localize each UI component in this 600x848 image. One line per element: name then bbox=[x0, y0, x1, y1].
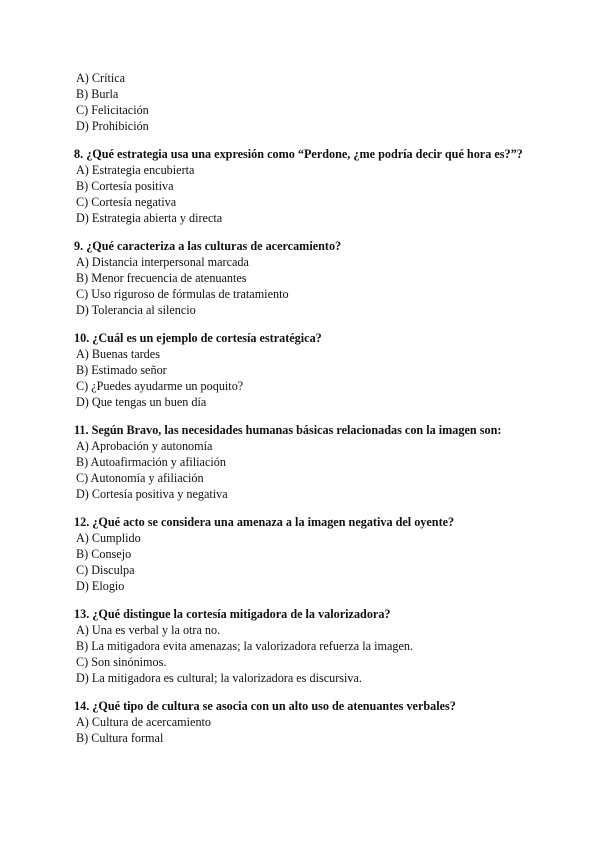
answer-options bbox=[74, 622, 600, 686]
option-b: B) La mitigadora evita amenazas; la valorizadora refuerza la imagen. bbox=[76, 639, 414, 653]
option-d: D) Tolerancia al silencio bbox=[76, 303, 196, 317]
option-b: B) Burla bbox=[76, 87, 119, 101]
option-a: A) Aprobación y autonomía bbox=[76, 439, 213, 453]
question-text: 8. ¿Qué estrategia usa una expresión como “Perdone, ¿me podría decir qué hora es?”? bbox=[74, 147, 523, 161]
question-text: 9. ¿Qué caracteriza a las culturas de acercamiento? bbox=[74, 239, 342, 253]
option-a: A) Cultura de acercamiento bbox=[76, 715, 212, 729]
question-block-10 bbox=[74, 330, 600, 410]
answer-options bbox=[74, 714, 600, 746]
question-block-12 bbox=[74, 514, 600, 594]
option-b: B) Estimado señor bbox=[76, 363, 167, 377]
answer-options bbox=[74, 254, 600, 318]
option-d: D) La mitigadora es cultural; la valorizadora es discursiva. bbox=[76, 671, 362, 685]
option-b: B) Consejo bbox=[76, 547, 132, 561]
option-a: A) Crítica bbox=[76, 71, 126, 85]
answer-options bbox=[74, 346, 600, 410]
option-a: A) Distancia interpersonal marcada bbox=[76, 255, 249, 269]
question-text: 11. Según Bravo, las necesidades humanas básicas relacionadas con la imagen son: bbox=[74, 423, 502, 437]
option-a: A) Una es verbal y la otra no. bbox=[76, 623, 221, 637]
question-text: 10. ¿Cuál es un ejemplo de cortesía estratégica? bbox=[74, 331, 322, 345]
question-block-8 bbox=[74, 146, 600, 226]
question-block-11 bbox=[74, 422, 600, 502]
option-c: C) Cortesía negativa bbox=[76, 195, 177, 209]
option-d: D) Elogio bbox=[76, 579, 125, 593]
answer-options bbox=[74, 162, 600, 226]
answer-options bbox=[74, 70, 600, 134]
answer-options bbox=[74, 438, 600, 502]
question-text: 12. ¿Qué acto se considera una amenaza a la imagen negativa del oyente? bbox=[74, 515, 455, 529]
option-b: B) Menor frecuencia de atenuantes bbox=[76, 271, 247, 285]
option-b: B) Autoafirmación y afiliación bbox=[76, 455, 226, 469]
question-block-9 bbox=[74, 238, 600, 318]
option-d: D) Que tengas un buen día bbox=[76, 395, 207, 409]
option-c: C) Uso riguroso de fórmulas de tratamiento bbox=[76, 287, 289, 301]
option-a: A) Cumplido bbox=[76, 531, 141, 545]
option-a: A) Buenas tardes bbox=[76, 347, 160, 361]
question-block-7 bbox=[74, 70, 600, 134]
option-d: D) Prohibición bbox=[76, 119, 149, 133]
option-c: C) Disculpa bbox=[76, 563, 135, 577]
option-c: C) Autonomía y afiliación bbox=[76, 471, 204, 485]
option-d: D) Estrategia abierta y directa bbox=[76, 211, 223, 225]
option-a: A) Estrategia encubierta bbox=[76, 163, 195, 177]
question-text: 13. ¿Qué distingue la cortesía mitigadora de la valorizadora? bbox=[74, 607, 391, 621]
option-b: B) Cortesía positiva bbox=[76, 179, 174, 193]
question-block-14 bbox=[74, 698, 600, 746]
option-c: C) ¿Puedes ayudarme un poquito? bbox=[76, 379, 244, 393]
option-b: B) Cultura formal bbox=[76, 731, 164, 745]
option-c: C) Son sinónimos. bbox=[76, 655, 167, 669]
question-text: 14. ¿Qué tipo de cultura se asocia con un alto uso de atenuantes verbales? bbox=[74, 699, 456, 713]
option-d: D) Cortesía positiva y negativa bbox=[76, 487, 228, 501]
question-block-13 bbox=[74, 606, 600, 686]
option-c: C) Felicitación bbox=[76, 103, 149, 117]
answer-options bbox=[74, 530, 600, 594]
